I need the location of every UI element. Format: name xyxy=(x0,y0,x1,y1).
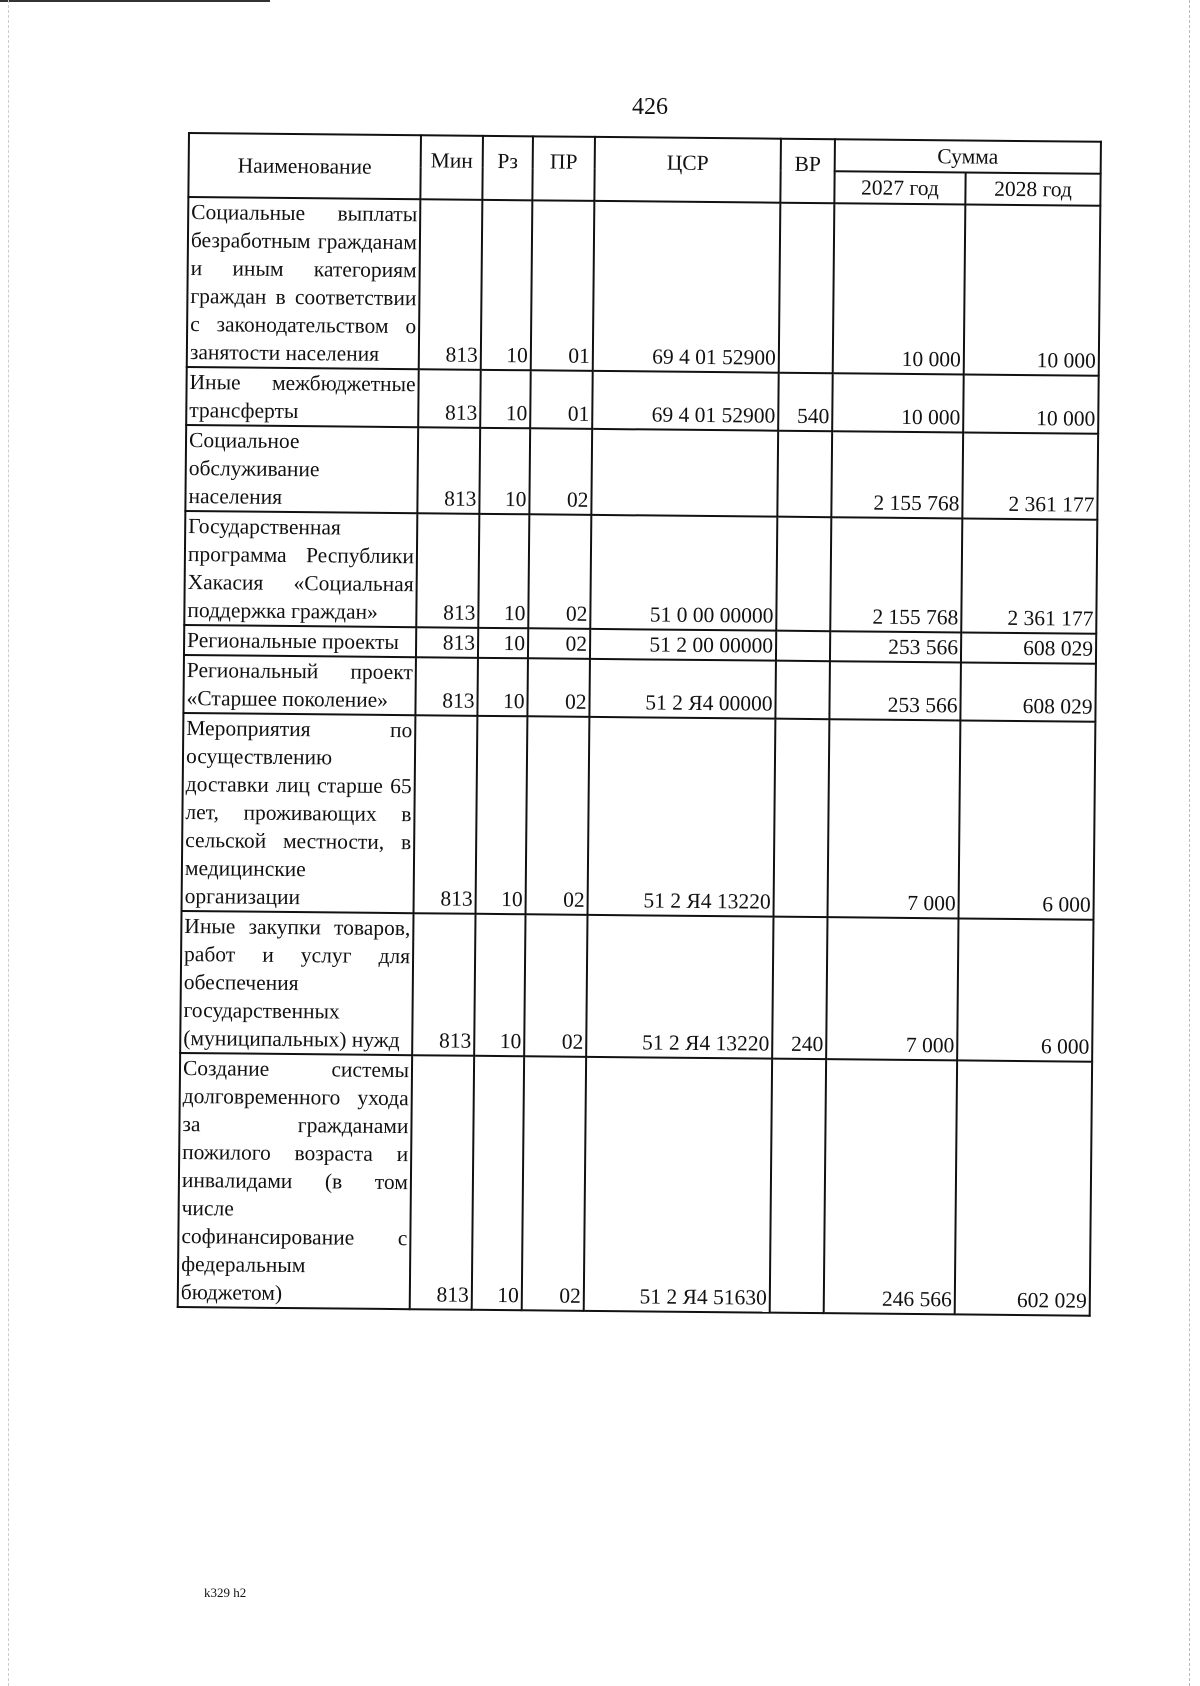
scan-edge-top xyxy=(0,0,270,2)
header-rz: Рз xyxy=(482,136,533,200)
cell-min: 813 xyxy=(415,657,478,716)
header-name: Наименование xyxy=(188,133,421,199)
cell-min: 813 xyxy=(414,715,478,914)
cell-vr xyxy=(775,661,830,720)
cell-csr: 51 2 Я4 00000 xyxy=(589,659,776,719)
page-number: 426 xyxy=(632,94,668,120)
header-vr: ВР xyxy=(780,139,835,204)
table-row xyxy=(184,511,1097,634)
header-pr: ПР xyxy=(532,136,595,201)
cell-name: Социальные выплаты безработным гражданам и иным категориям граждан в соответствии с законодательством о занятости населения xyxy=(187,197,421,369)
table-row xyxy=(186,367,1099,434)
cell-pr: 02 xyxy=(524,914,587,1057)
cell-rz: 10 xyxy=(479,428,530,514)
cell-sum-2028: 6 000 xyxy=(957,918,1093,1061)
cell-csr xyxy=(591,429,778,517)
header-min: Мин xyxy=(420,135,483,200)
cell-csr: 51 2 Я4 13220 xyxy=(586,915,773,1059)
cell-name: Социальное обслуживание населения xyxy=(185,425,418,513)
cell-name: Иные межбюджетные трансферты xyxy=(186,367,419,427)
footer-code: k329 h2 xyxy=(204,1585,247,1600)
cell-sum-2027: 7 000 xyxy=(826,917,958,1060)
cell-rz: 10 xyxy=(480,370,531,428)
cell-pr: 02 xyxy=(527,658,590,717)
table-row xyxy=(185,425,1098,520)
table-header xyxy=(188,133,1101,206)
cell-vr: 540 xyxy=(778,373,833,432)
cell-rz: 10 xyxy=(478,514,529,628)
header-sum: Сумма xyxy=(835,139,1101,174)
cell-sum-2028: 10 000 xyxy=(963,374,1099,433)
cell-csr: 51 2 Я4 13220 xyxy=(588,717,776,917)
cell-rz: 10 xyxy=(477,658,528,716)
cell-name: Мероприятия по осуществлению доставки лиц старше 65 лет, проживающих в сельской местности, в медицинские организации xyxy=(182,713,416,913)
budget-table xyxy=(177,132,1102,1317)
cell-vr: 240 xyxy=(772,917,827,1060)
table-row xyxy=(178,1053,1092,1316)
scan-edge-left xyxy=(8,0,10,1686)
cell-rz: 10 xyxy=(474,914,525,1056)
table-row xyxy=(180,911,1093,1062)
cell-vr xyxy=(770,1059,826,1314)
cell-name: Региональные проекты xyxy=(184,625,416,657)
cell-vr xyxy=(776,517,831,632)
table-body xyxy=(178,197,1101,1316)
cell-sum-2028: 602 029 xyxy=(955,1060,1092,1315)
cell-vr xyxy=(776,631,830,662)
cell-min: 813 xyxy=(419,199,483,370)
cell-name: Региональный проект «Старшее поколение» xyxy=(183,655,416,715)
cell-csr: 51 2 Я4 51630 xyxy=(584,1057,772,1313)
cell-csr: 69 4 01 52900 xyxy=(593,201,781,373)
cell-pr: 01 xyxy=(530,370,593,429)
cell-sum-2027: 2 155 768 xyxy=(831,431,963,518)
cell-vr xyxy=(779,203,835,374)
cell-sum-2028: 2 361 177 xyxy=(961,518,1097,633)
cell-pr: 02 xyxy=(529,428,592,515)
cell-rz: 10 xyxy=(476,716,528,914)
cell-pr: 02 xyxy=(522,1056,586,1311)
cell-sum-2027: 10 000 xyxy=(832,373,964,432)
cell-csr: 51 2 00 00000 xyxy=(590,629,776,661)
cell-sum-2028: 2 361 177 xyxy=(962,432,1098,519)
cell-min: 813 xyxy=(412,913,475,1056)
cell-csr: 69 4 01 52900 xyxy=(592,371,779,431)
cell-name: Иные закупки товаров, работ и услуг для обеспечения государственных (муниципальных) нужд xyxy=(180,911,413,1055)
cell-sum-2027: 246 566 xyxy=(824,1059,957,1314)
cell-sum-2027: 2 155 768 xyxy=(830,517,962,632)
cell-pr: 02 xyxy=(528,628,590,659)
table-row xyxy=(187,197,1101,376)
header-csr: ЦСР xyxy=(594,137,781,203)
header-year-2028: 2028 год xyxy=(965,172,1100,205)
cell-name: Создание системы долговременного ухода за гражданами пожилого возраста и инвалидами (в том числе софинансирование с федеральным бюджетом) xyxy=(178,1053,412,1309)
cell-sum-2027: 10 000 xyxy=(833,203,966,374)
cell-min: 813 xyxy=(416,513,479,628)
cell-pr: 02 xyxy=(528,514,591,629)
cell-sum-2028: 608 029 xyxy=(960,662,1096,721)
cell-min: 813 xyxy=(417,427,480,514)
cell-rz: 10 xyxy=(472,1056,524,1310)
cell-min: 813 xyxy=(416,627,478,658)
cell-sum-2027: 7 000 xyxy=(827,719,960,918)
header-year-2027: 2027 год xyxy=(834,171,965,204)
cell-sum-2028: 608 029 xyxy=(961,632,1096,663)
cell-min: 813 xyxy=(410,1055,474,1310)
cell-csr: 51 0 00 00000 xyxy=(590,515,777,631)
cell-name: Государственная программа Республики Хакасия «Социальная поддержка граждан» xyxy=(184,511,417,627)
table-row xyxy=(183,655,1096,722)
cell-sum-2028: 6 000 xyxy=(958,720,1095,919)
cell-sum-2027: 253 566 xyxy=(830,631,961,662)
table-row xyxy=(182,713,1096,920)
cell-pr: 01 xyxy=(531,200,595,371)
cell-min: 813 xyxy=(418,369,481,428)
cell-pr: 02 xyxy=(526,716,590,915)
cell-sum-2027: 253 566 xyxy=(829,661,961,720)
cell-vr xyxy=(773,719,829,918)
cell-rz: 10 xyxy=(481,200,533,370)
cell-rz: 10 xyxy=(478,628,528,658)
cell-vr xyxy=(777,431,832,518)
scan-edge-right xyxy=(1188,0,1190,1686)
cell-sum-2028: 10 000 xyxy=(964,204,1101,375)
